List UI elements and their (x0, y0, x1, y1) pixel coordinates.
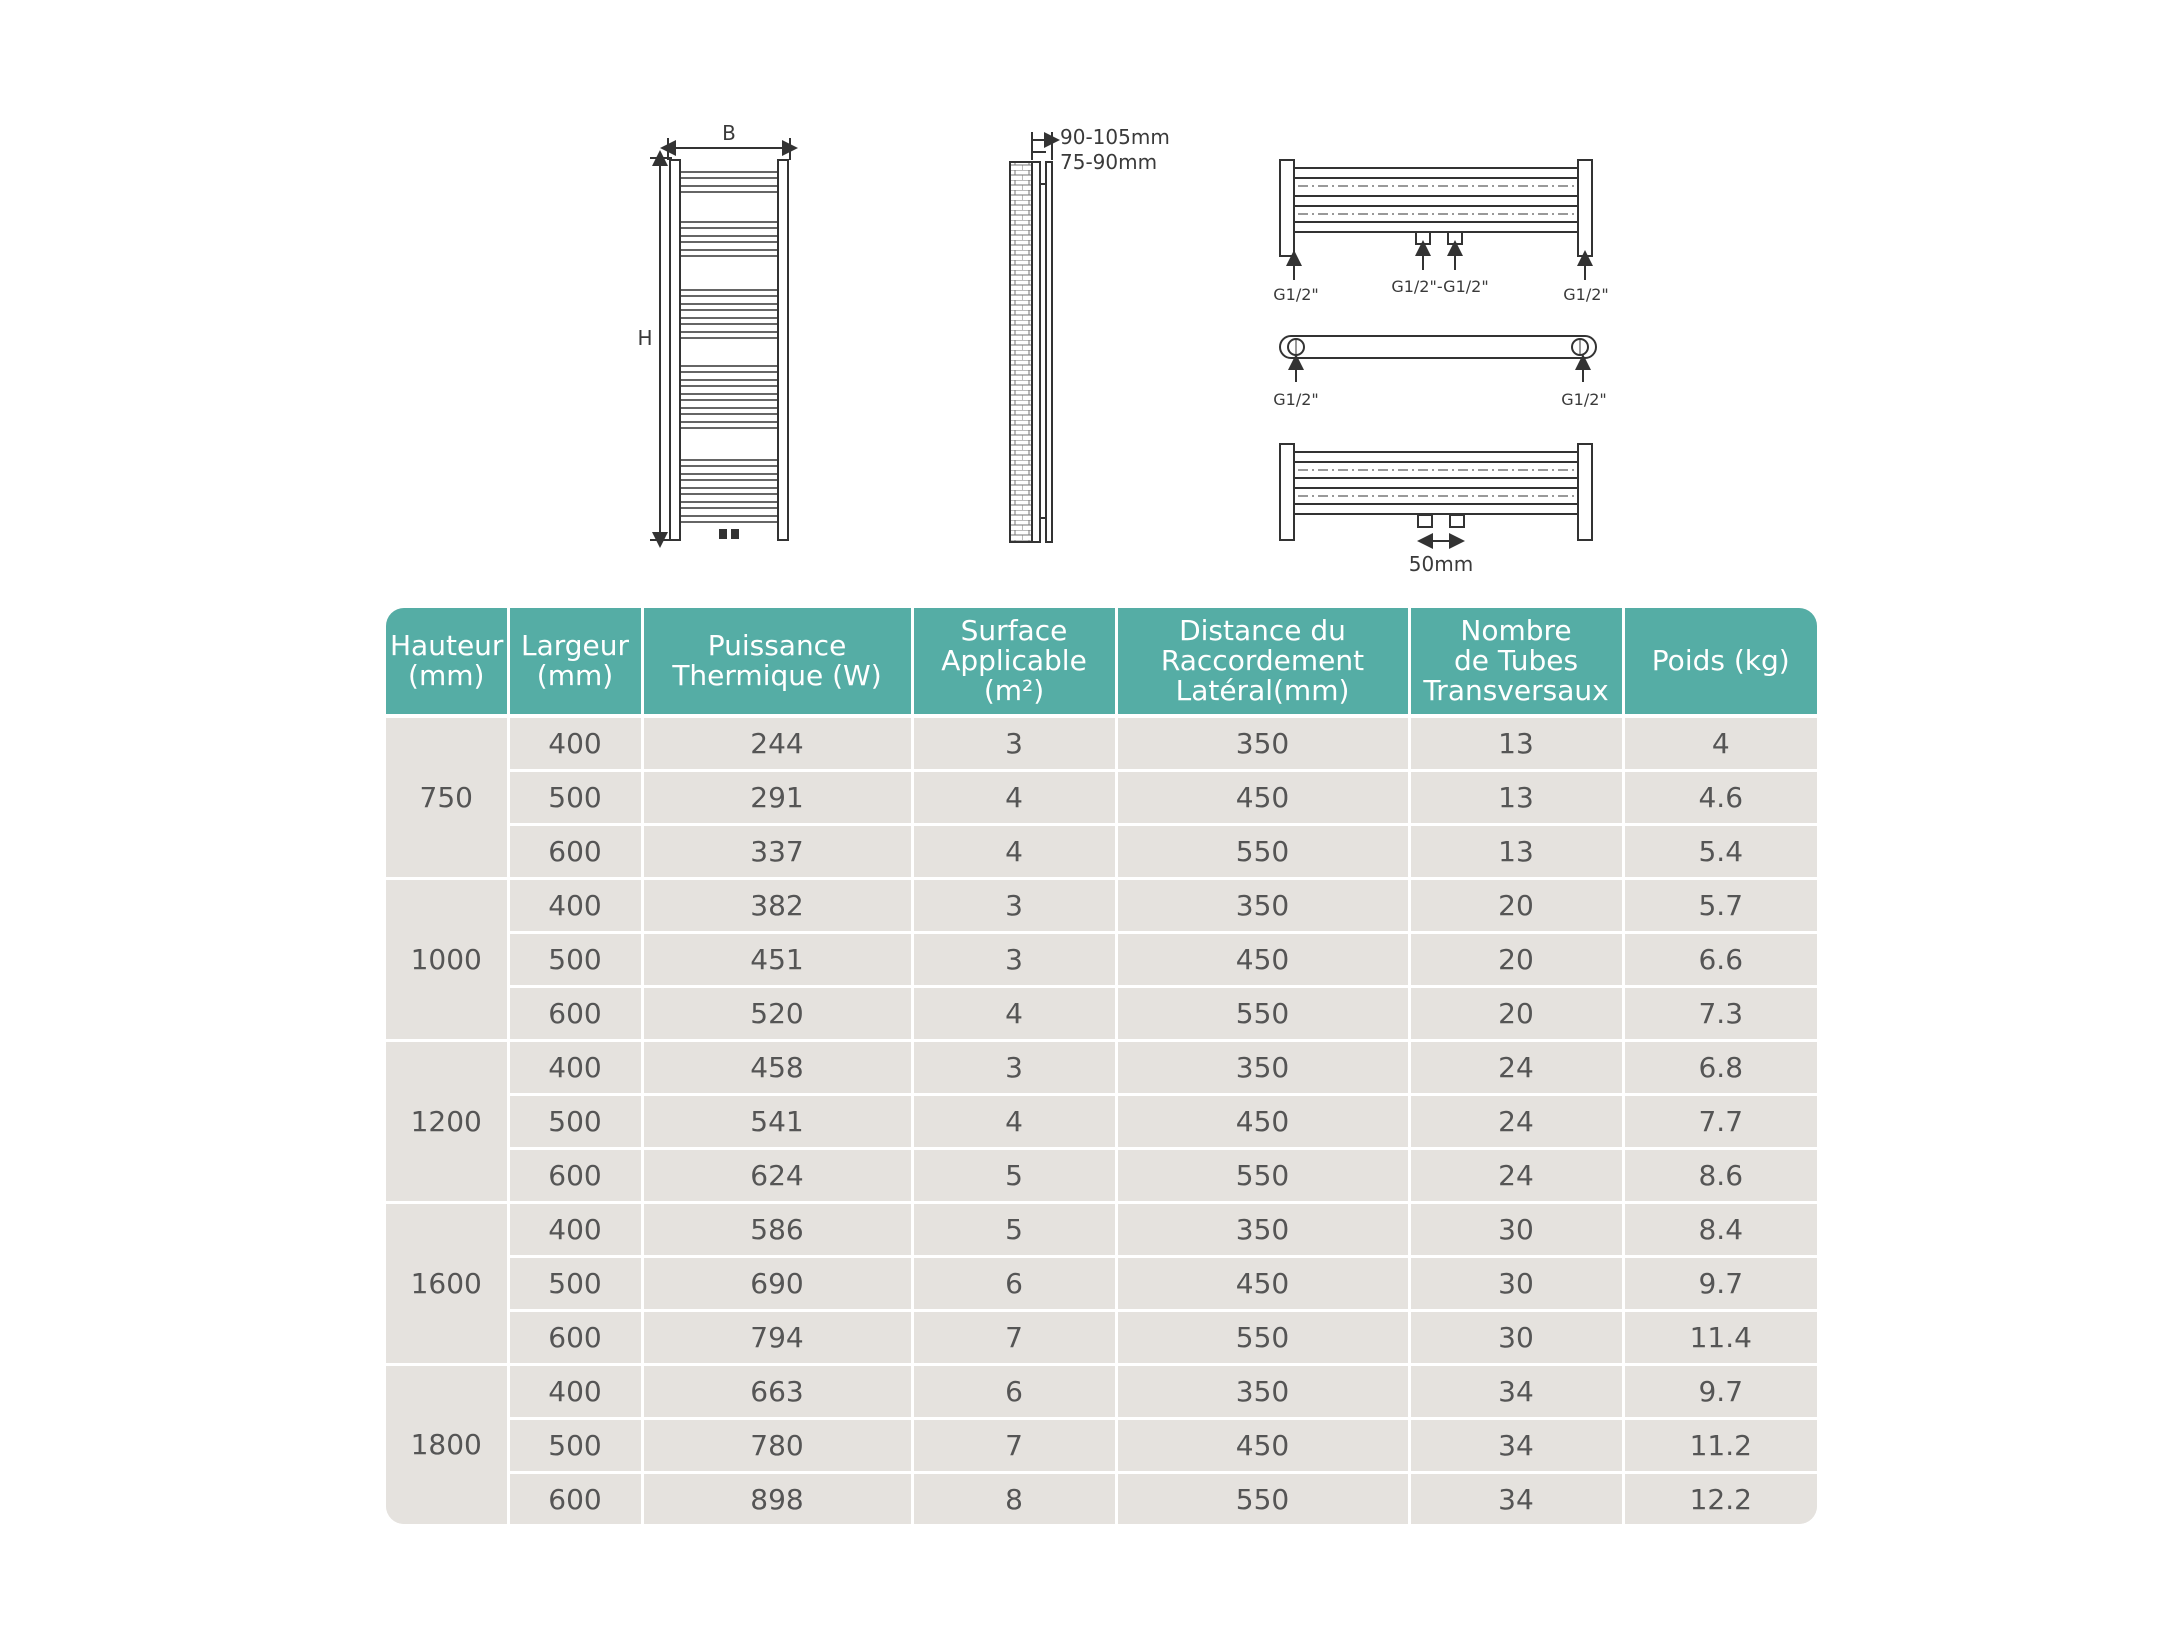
distance-cell: 350 (1116, 716, 1409, 771)
distance-cell: 550 (1116, 825, 1409, 879)
specifications-table (386, 608, 1817, 1524)
largeur-cell: 600 (508, 1473, 642, 1525)
distance-cell: 350 (1116, 879, 1409, 933)
distance-cell: 450 (1116, 771, 1409, 825)
largeur-cell: 600 (508, 1311, 642, 1365)
header-puissance-line: Puissance (707, 629, 847, 662)
tubes-cell: 20 (1409, 987, 1623, 1041)
table-row (386, 1311, 1817, 1365)
specs-table (386, 608, 1817, 1524)
surface-cell: 5 (912, 1149, 1116, 1203)
table-row (386, 987, 1817, 1041)
poids-cell: 5.7 (1623, 879, 1817, 933)
distance-cell: 450 (1116, 1095, 1409, 1149)
poids-cell: 9.7 (1623, 1365, 1817, 1419)
hauteur-cell: 750 (386, 716, 508, 879)
header-puissance-line: Thermique (W) (672, 659, 882, 692)
header-nombre-tubes-line: Transversaux (1423, 674, 1609, 707)
spacing-label: 50mm (1408, 552, 1474, 576)
distance-cell: 450 (1116, 933, 1409, 987)
largeur-cell: 600 (508, 1149, 642, 1203)
header-surface (912, 608, 1116, 716)
header-largeur-line: (mm) (536, 659, 614, 692)
thread-right-label: G1/2" (1563, 285, 1609, 304)
largeur-cell: 400 (508, 716, 642, 771)
tubes-cell: 24 (1409, 1095, 1623, 1149)
largeur-cell: 400 (508, 1203, 642, 1257)
poids-cell: 11.2 (1623, 1419, 1817, 1473)
poids-cell: 9.7 (1623, 1257, 1817, 1311)
poids-cell: 4.6 (1623, 771, 1817, 825)
tubes-cell: 34 (1409, 1365, 1623, 1419)
header-surface-line: Applicable (m²) (941, 644, 1087, 707)
connection-top-view (1280, 160, 1592, 280)
distance-cell: 450 (1116, 1419, 1409, 1473)
side-view-diagram (1010, 132, 1052, 542)
header-nombre-tubes (1409, 608, 1623, 716)
thread-left-label-2: G1/2" (1273, 390, 1319, 409)
tubes-cell: 30 (1409, 1203, 1623, 1257)
hauteur-cell: 1600 (386, 1203, 508, 1365)
header-distance (1116, 608, 1409, 716)
surface-cell: 3 (912, 879, 1116, 933)
tubes-cell: 30 (1409, 1311, 1623, 1365)
largeur-cell: 400 (508, 1041, 642, 1095)
tubes-cell: 34 (1409, 1419, 1623, 1473)
puissance-cell: 451 (642, 933, 912, 987)
surface-cell: 6 (912, 1365, 1116, 1419)
distance-cell: 350 (1116, 1041, 1409, 1095)
puissance-cell: 337 (642, 825, 912, 879)
largeur-cell: 500 (508, 1257, 642, 1311)
tubes-cell: 13 (1409, 716, 1623, 771)
header-surface-line: Surface (960, 614, 1068, 647)
surface-cell: 4 (912, 1095, 1116, 1149)
puissance-cell: 586 (642, 1203, 912, 1257)
depth-max-label: 90-105mm (1060, 125, 1170, 149)
poids-cell: 8.4 (1623, 1203, 1817, 1257)
table-row (386, 1095, 1817, 1149)
surface-cell: 3 (912, 1041, 1116, 1095)
header-distance-line: Latéral(mm) (1175, 674, 1350, 707)
header-poids-line: Poids (kg) (1651, 644, 1790, 677)
puissance-cell: 898 (642, 1473, 912, 1525)
thread-right-label-2: G1/2" (1561, 390, 1607, 409)
hauteur-cell: 1800 (386, 1365, 508, 1525)
header-distance-line: Raccordement (1160, 644, 1365, 677)
puissance-cell: 663 (642, 1365, 912, 1419)
surface-cell: 5 (912, 1203, 1116, 1257)
distance-cell: 350 (1116, 1203, 1409, 1257)
puissance-cell: 794 (642, 1311, 912, 1365)
depth-min-label: 75-90mm (1060, 150, 1158, 174)
surface-cell: 7 (912, 1419, 1116, 1473)
header-poids (1623, 608, 1817, 716)
technical-diagrams (0, 0, 2180, 600)
tubes-cell: 20 (1409, 879, 1623, 933)
front-view-diagram (650, 138, 790, 540)
surface-cell: 6 (912, 1257, 1116, 1311)
poids-cell: 7.7 (1623, 1095, 1817, 1149)
table-row (386, 933, 1817, 987)
largeur-cell: 400 (508, 1365, 642, 1419)
table-row (386, 879, 1817, 933)
header-distance-line: Distance du (1179, 614, 1346, 647)
largeur-cell: 500 (508, 771, 642, 825)
table-row (386, 771, 1817, 825)
distance-cell: 550 (1116, 1149, 1409, 1203)
tubes-cell: 34 (1409, 1473, 1623, 1525)
tubes-cell: 24 (1409, 1149, 1623, 1203)
largeur-cell: 500 (508, 933, 642, 987)
header-hauteur-line: (mm) (408, 659, 485, 692)
hauteur-cell: 1200 (386, 1041, 508, 1203)
largeur-cell: 500 (508, 1419, 642, 1473)
connection-plan-view (1280, 336, 1596, 382)
distance-cell: 550 (1116, 987, 1409, 1041)
thread-left-label: G1/2" (1273, 285, 1319, 304)
surface-cell: 3 (912, 933, 1116, 987)
table-row (386, 1419, 1817, 1473)
largeur-cell: 400 (508, 879, 642, 933)
surface-cell: 7 (912, 1311, 1116, 1365)
table-row (386, 1203, 1817, 1257)
tubes-cell: 30 (1409, 1257, 1623, 1311)
surface-cell: 4 (912, 771, 1116, 825)
puissance-cell: 244 (642, 716, 912, 771)
header-largeur (508, 608, 642, 716)
poids-cell: 11.4 (1623, 1311, 1817, 1365)
surface-cell: 4 (912, 987, 1116, 1041)
largeur-cell: 600 (508, 825, 642, 879)
header-puissance (642, 608, 912, 716)
poids-cell: 12.2 (1623, 1473, 1817, 1525)
header-nombre-tubes-line: de Tubes (1453, 644, 1579, 677)
puissance-cell: 520 (642, 987, 912, 1041)
header-hauteur-line: Hauteur (390, 629, 504, 662)
largeur-cell: 600 (508, 987, 642, 1041)
hauteur-cell: 1000 (386, 879, 508, 1041)
table-row (386, 1257, 1817, 1311)
table-row (386, 1473, 1817, 1525)
poids-cell: 5.4 (1623, 825, 1817, 879)
surface-cell: 3 (912, 716, 1116, 771)
connection-spacing-view (1280, 444, 1592, 541)
puissance-cell: 541 (642, 1095, 912, 1149)
surface-cell: 8 (912, 1473, 1116, 1525)
table-row (386, 1365, 1817, 1419)
table-row (386, 825, 1817, 879)
distance-cell: 450 (1116, 1257, 1409, 1311)
tubes-cell: 20 (1409, 933, 1623, 987)
poids-cell: 6.6 (1623, 933, 1817, 987)
distance-cell: 550 (1116, 1473, 1409, 1525)
poids-cell: 8.6 (1623, 1149, 1817, 1203)
table-row (386, 716, 1817, 771)
thread-center-label: G1/2"-G1/2" (1391, 277, 1489, 296)
table-row (386, 1149, 1817, 1203)
table-row (386, 1041, 1817, 1095)
distance-cell: 550 (1116, 1311, 1409, 1365)
distance-cell: 350 (1116, 1365, 1409, 1419)
tubes-cell: 24 (1409, 1041, 1623, 1095)
header-largeur-line: Largeur (520, 629, 630, 662)
poids-cell: 4 (1623, 716, 1817, 771)
width-label: B (722, 121, 736, 145)
puissance-cell: 624 (642, 1149, 912, 1203)
poids-cell: 7.3 (1623, 987, 1817, 1041)
puissance-cell: 458 (642, 1041, 912, 1095)
header-row (386, 608, 1817, 716)
puissance-cell: 690 (642, 1257, 912, 1311)
surface-cell: 4 (912, 825, 1116, 879)
tubes-cell: 13 (1409, 825, 1623, 879)
puissance-cell: 382 (642, 879, 912, 933)
header-nombre-tubes-line: Nombre (1460, 614, 1572, 647)
tubes-cell: 13 (1409, 771, 1623, 825)
largeur-cell: 500 (508, 1095, 642, 1149)
height-label: H (637, 326, 653, 350)
puissance-cell: 291 (642, 771, 912, 825)
puissance-cell: 780 (642, 1419, 912, 1473)
poids-cell: 6.8 (1623, 1041, 1817, 1095)
header-hauteur (386, 608, 508, 716)
